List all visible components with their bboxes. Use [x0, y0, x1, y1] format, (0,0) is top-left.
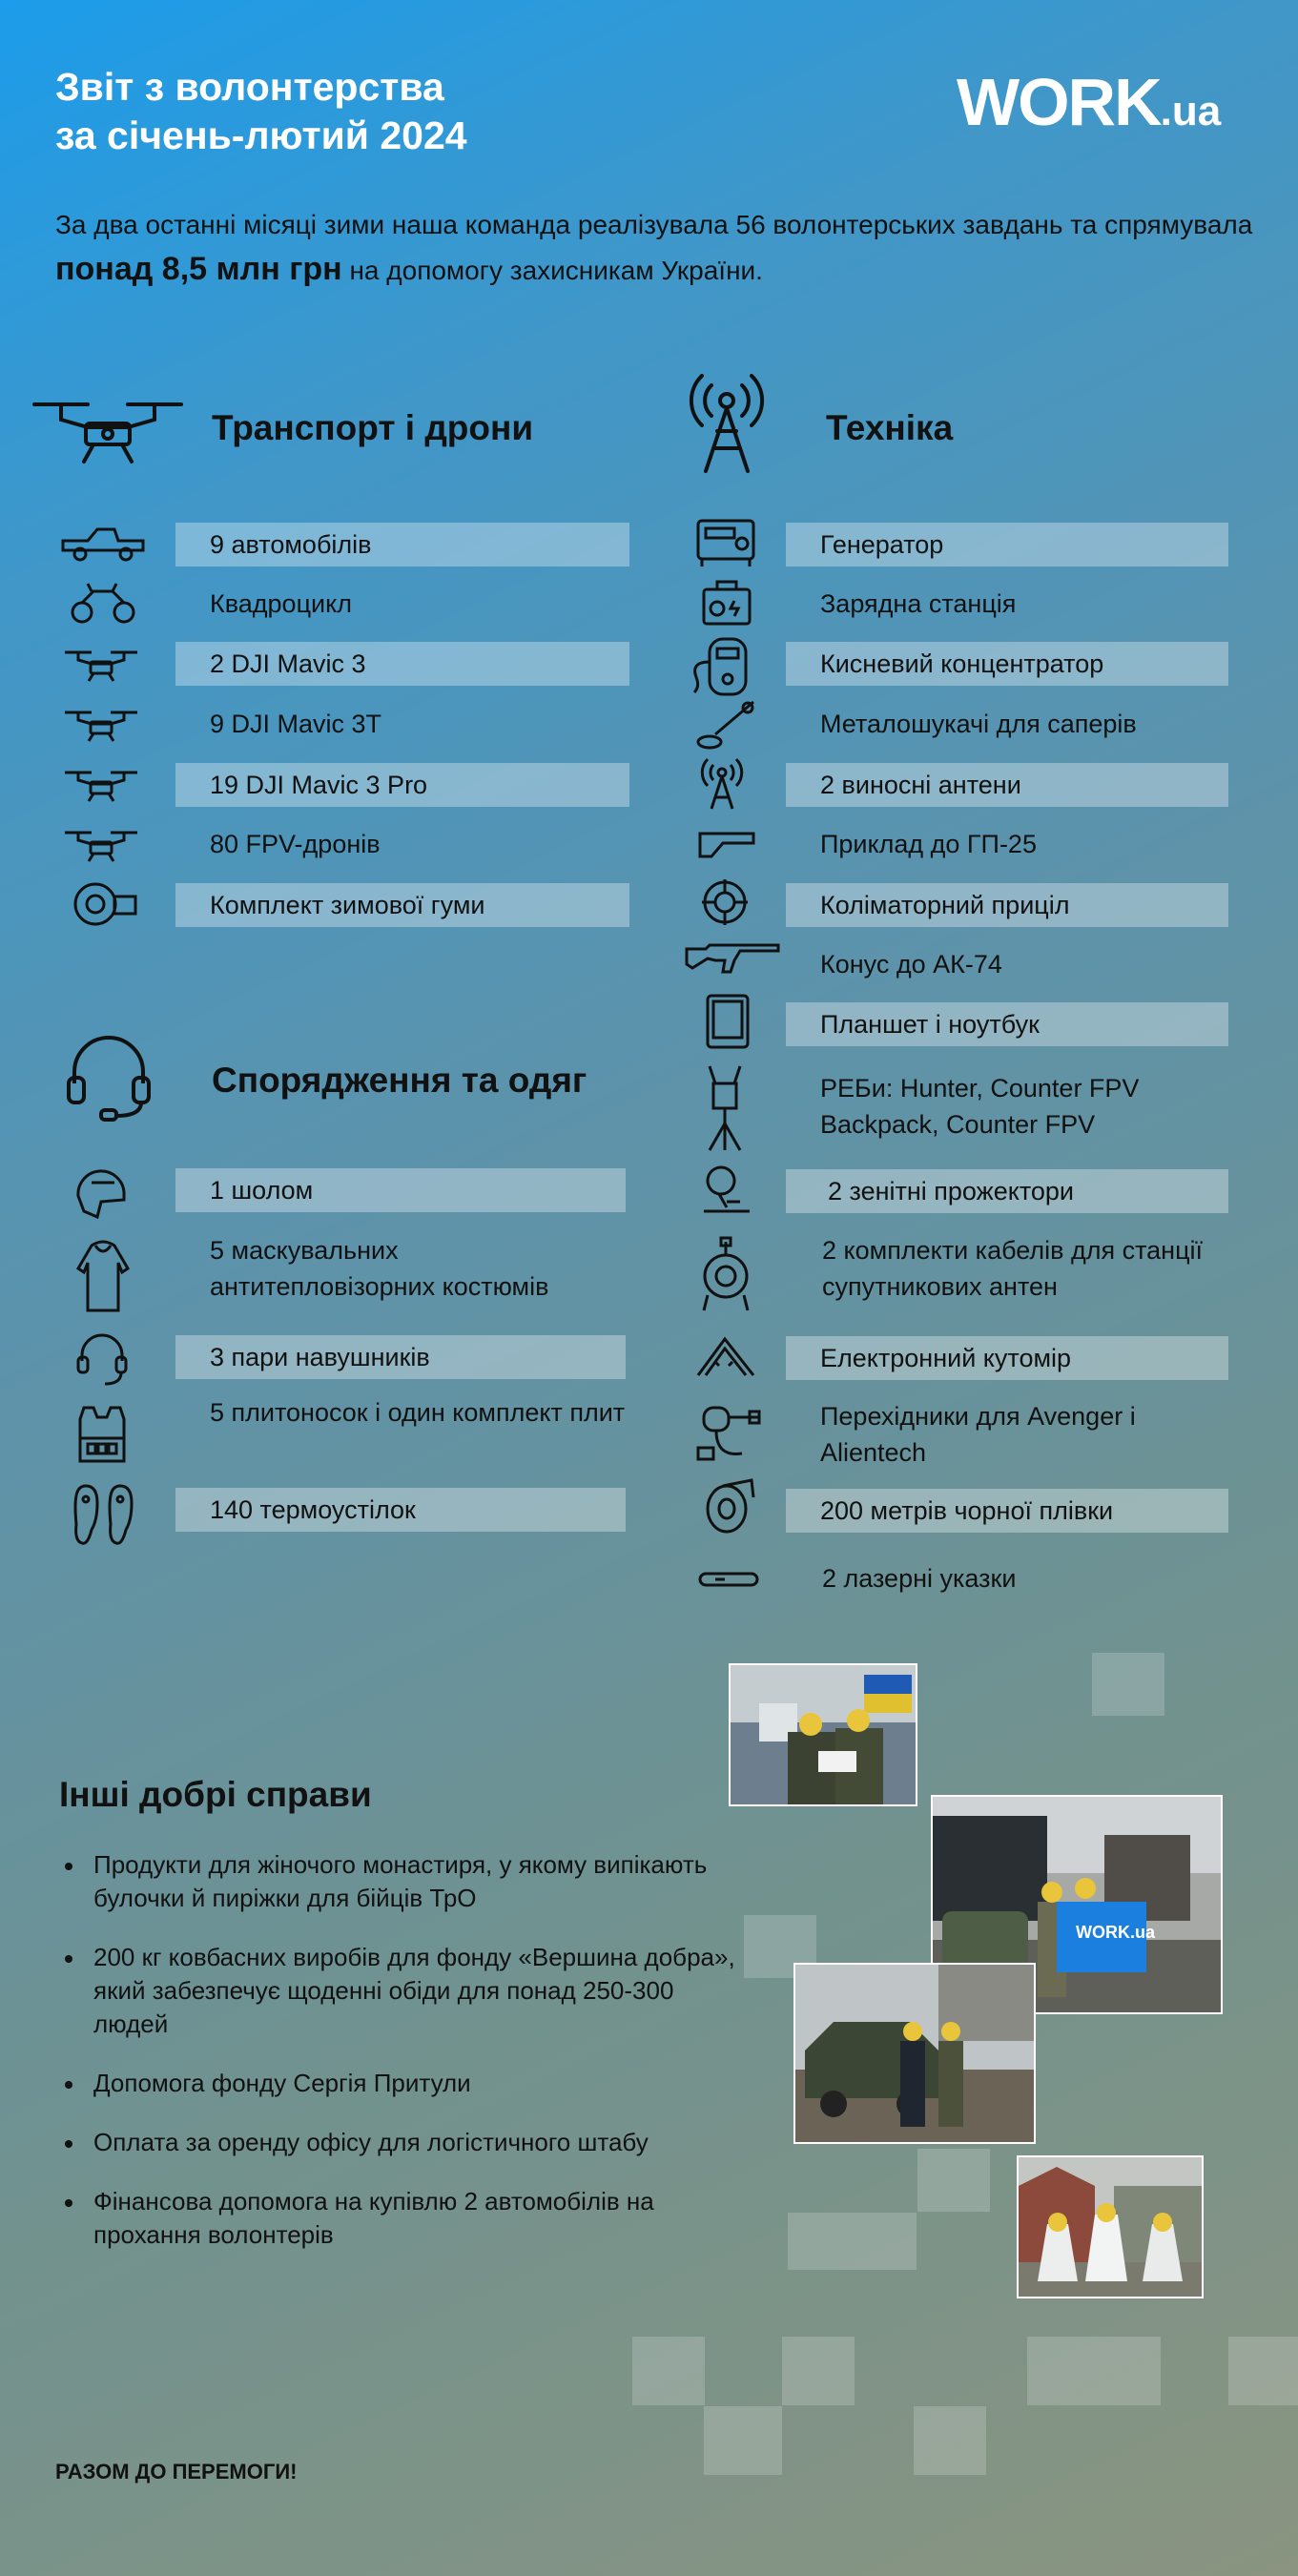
drone-icon	[63, 645, 139, 683]
section-title-transport: Транспорт і дрони	[212, 408, 534, 447]
helmet-icon	[72, 1164, 130, 1221]
deco-square	[914, 2406, 986, 2475]
deco-square	[704, 2406, 782, 2475]
stock-icon	[696, 830, 757, 858]
antenna-icon	[698, 757, 746, 811]
footer-slogan: РАЗОМ ДО ПЕРЕМОГИ!	[55, 2460, 298, 2483]
volunteers-photo-snow	[1017, 2155, 1204, 2298]
protractor-icon	[694, 1333, 757, 1381]
rifle-icon	[683, 939, 782, 978]
camo-suit-icon	[72, 1240, 134, 1316]
adapter-icon	[696, 1398, 763, 1467]
deeds-list	[55, 1848, 742, 2277]
volunteers-photo-car	[793, 1963, 1036, 2144]
deco-square	[788, 2213, 917, 2270]
deco-square	[782, 2337, 855, 2405]
laser-pointer-icon	[696, 1568, 763, 1591]
deco-square	[917, 2149, 990, 2212]
list-item: Продукти для жіночого монастиря, у якому випікають булочки й пиріжки для бійців ТрО	[55, 1848, 742, 1915]
drone-icon	[63, 705, 139, 743]
quad-bike-icon	[69, 580, 137, 626]
logo-main: WORK	[957, 65, 1161, 139]
cable-reel-icon	[698, 1236, 753, 1314]
ew-device-icon	[702, 1062, 748, 1154]
deco-square	[1092, 1653, 1164, 1716]
tape-roll-icon	[704, 1476, 757, 1535]
title-line-1: Звіт з волонтерства	[55, 65, 444, 109]
list-item: Допомога фонду Сергія Притули	[55, 2067, 742, 2100]
logo-suffix: .ua	[1160, 88, 1222, 134]
infographic: Звіт з волонтерства за січень-лютий 2024 WORK.ua За два останні місяці зими наша команда реалізувала 56 волонтерських завдань та спрямувала понад 8,5 млн грн на допомогу захисникам України. Транспорт і дрони 9 автомобілів Квадроцикл 2 DJI Mavic 3 9 DJI Mavic 3T 19 DJI Mavic 3 Pro 80 FPV-дронів Комплект зимової гуми Спорядження та одяг 1 шолом 5 маскувальних антитепловізорних костюмів 3 пари навушників 5 плитоносок і один комплект плит 140 термоустілок Техніка Генератор Зарядна станція Кисневий концентратор Металошукачі для саперів 2 виносні антени Приклад до ГП-25 Коліматорний приціл Конус до АК-74 Планшет і ноутбук РЕБи: Hunter, Counter FPV Backpack, Counter FPV 2 зенітні прожектори 2 комплекти кабелів для станції супутникових антен Електронний кутомір Перехідники для Avenger і Alientech 200 метрів чорної плівки 2 лазерні указки WORK.ua Інші добрі справи Продукти для жіночого монастиря, у якому випікають булочки й пиріжки для бійців ТрО 200 кг ковбасних виробів для фонду «Вершина добра», який забезпечує щоденні обіди для понад 250-300 людей Допомога фонду Сергія Притули Оплата за оренду офісу для логістичного штабу Фінансова допомога на купівлю 2 автомобілів на прохання волонтерів РАЗОМ ДО ПЕРЕМОГИ!	[0, 0, 1298, 2576]
generator-icon	[692, 513, 759, 570]
banner-text: WORK.ua	[1076, 1923, 1155, 1942]
insoles-icon	[69, 1482, 137, 1549]
intro-after: на допомогу захисникам України.	[341, 256, 763, 285]
headset-icon	[74, 1329, 130, 1388]
oxygen-concentrator-icon	[687, 633, 757, 700]
crosshair-icon	[700, 877, 750, 927]
section-title-equipment: Техніка	[826, 408, 954, 447]
plate-carrier-icon	[74, 1404, 130, 1465]
work-ua-logo	[957, 65, 1222, 139]
intro-before: За два останні місяці зими наша команда реалізувала 56 волонтерських завдань та спрямувала	[55, 210, 1253, 239]
list-item: 200 кг ковбасних виробів для фонду «Вершина добра», який забезпечує щоденні обіди для понад 250-300 людей	[55, 1941, 742, 2041]
drone-icon	[63, 765, 139, 803]
list-item: Оплата за оренду офісу для логістичного штабу	[55, 2126, 742, 2159]
intro-highlight: понад 8,5 млн грн	[55, 251, 342, 287]
tire-icon	[72, 879, 139, 929]
list-item: Фінансова допомога на купівлю 2 автомобілів на прохання волонтерів	[55, 2185, 742, 2252]
charging-station-icon	[700, 578, 753, 628]
drone-icon	[31, 389, 185, 465]
pickup-truck-icon	[59, 526, 147, 564]
searchlight-icon	[698, 1164, 755, 1217]
metal-detector-icon	[694, 696, 761, 753]
section-title-gear: Спорядження та одяг	[212, 1061, 587, 1100]
deco-square	[1228, 2337, 1298, 2405]
headset-icon	[63, 1030, 155, 1122]
volunteers-photo-office	[729, 1663, 917, 1806]
drone-icon	[63, 825, 139, 863]
title-line-2: за січень-лютий 2024	[55, 113, 467, 157]
report-title	[55, 63, 467, 160]
antenna-tower-icon	[683, 372, 771, 475]
deco-square	[1027, 2337, 1161, 2405]
deco-square	[632, 2337, 705, 2405]
tablet-icon	[704, 992, 752, 1051]
section-title-deeds: Інші добрі справи	[59, 1775, 372, 1814]
intro-text	[55, 203, 1257, 293]
